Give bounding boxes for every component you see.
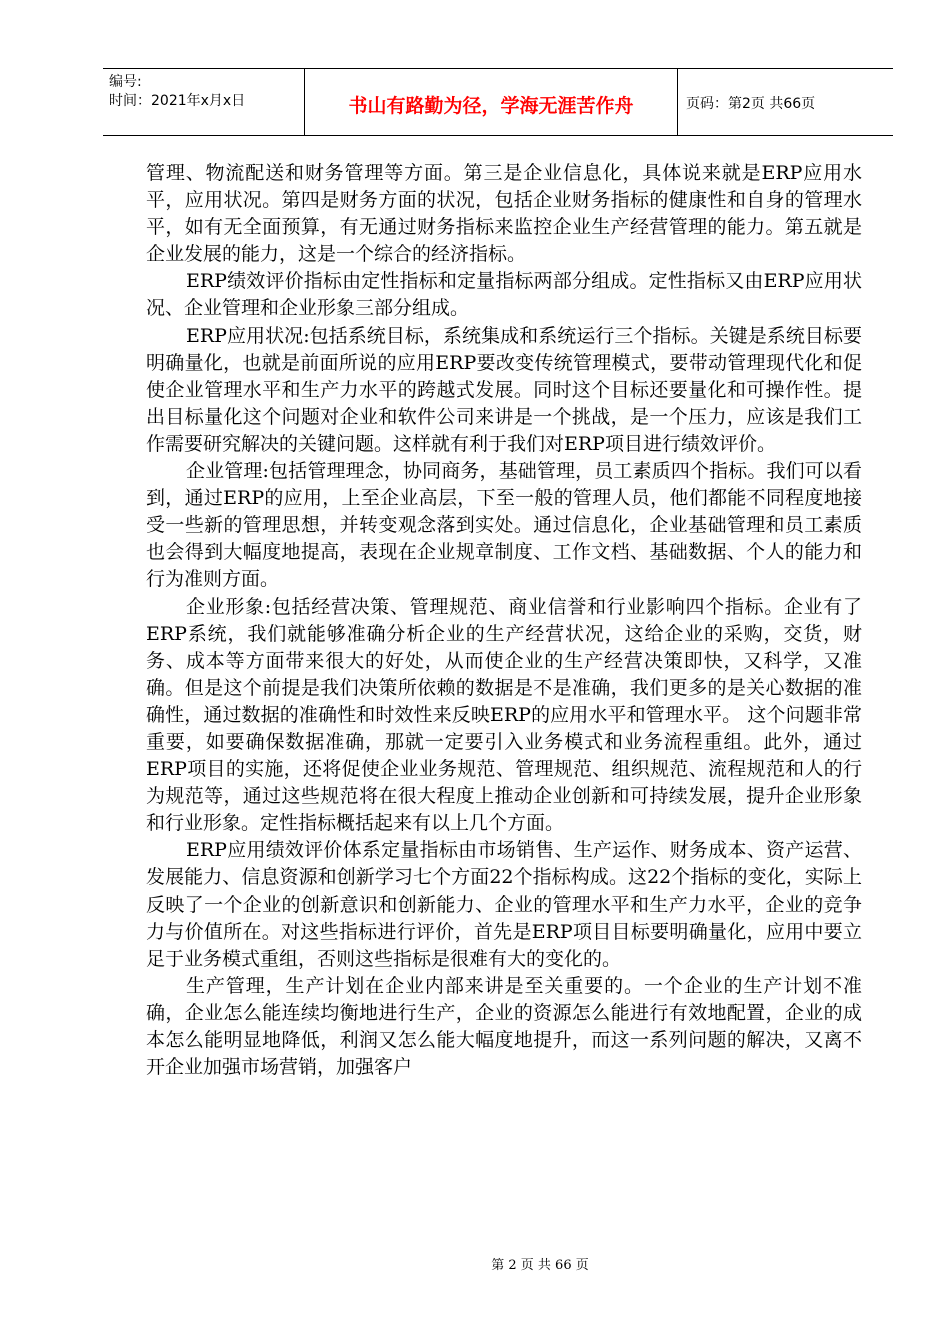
paragraph: 生产管理，生产计划在企业内部来讲是至关重要的。一个企业的生产计划不准确，企业怎么能连续均衡地进行生产，企业的资源怎么能进行有效地配置，企业的成本怎么能明显地降低，利润又怎么能大幅度地提升，而这一系列问题的解决，又离不开企业加强市场营销，加强客户 <box>146 974 862 1079</box>
header-page-info: 页码：第2页 共66页 <box>686 96 816 112</box>
header-motto: 书山有路勤为径，学海无涯苦作舟 <box>305 69 678 135</box>
paragraph: 企业管理:包括管理理念，协同商务，基础管理，员工素质四个指标。我们可以看到，通过ERP的应用，上至企业高层，下至一般的管理人员，他们都能不同程度地接受一些新的管理思想，并转变观念落到实处。通过信息化，企业基础管理和员工素质也会得到大幅度地提高，表现在企业规章制度、工作文档、基础数据、个人的能力和行为准则方面。 <box>146 460 862 591</box>
paragraph: ERP绩效评价指标由定性指标和定量指标两部分组成。定性指标又由ERP应用状况、企业管理和企业形象三部分组成。 <box>146 270 862 320</box>
paragraph: 企业形象:包括经营决策、管理规范、商业信誉和行业影响四个指标。企业有了ERP系统，我们就能够准确分析企业的生产经营状况，这给企业的采购，交货，财务、成本等方面带来很大的好处，从而使企业的生产经营决策即快，又科学，又准确。但是这个前提是我们决策所依赖的数据是不是准确，我们更多的是关心数据的准确性，通过数据的准确性和时效性来反映ERP的应用水平和管理水平。 这个问题非常重要，如要确保数据准确，那就一定要引入业务模式和业务流程重组。此外，通过ERP项目的实施，还将促使企业业务规范、管理规范、组织规范、流程规范和人的行为规范等，通过这些规范将在很大程度上推动企业创新和可持续发展，提升企业形象和行业形象。定性指标概括起来有以上几个方面。 <box>146 595 862 835</box>
paragraph: ERP应用绩效评价体系定量指标由市场销售、生产运作、财务成本、资产运营、发展能力、信息资源和创新学习七个方面22个指标构成。这22个指标的变化，实际上反映了一个企业的创新意识和创新能力、企业的管理水平和生产力水平，企业的竞争力与价值所在。对这些指标进行评价，首先是ERP项目目标要明确量化，应用中要立足于业务模式重组，否则这些指标是很难有大的变化的。 <box>146 839 862 970</box>
document-body <box>146 160 862 1081</box>
header-meta-cell <box>103 69 305 135</box>
page-header <box>103 68 893 136</box>
paragraph: 管理、物流配送和财务管理等方面。第三是企业信息化，具体说来就是ERP应用水平，应用状况。第四是财务方面的状况，包括企业财务指标的健康性和自身的管理水平，如有无全面预算，有无通过财务指标来监控企业生产经营管理的能力。第五就是企业发展的能力，这是一个综合的经济指标。 <box>146 162 862 266</box>
document-number-label: 编号: <box>109 74 142 90</box>
document-time-label: 时间：2021年x月x日 <box>109 93 246 109</box>
page-footer: 第 2 页 共 66 页 <box>491 1258 589 1273</box>
paragraph: ERP应用状况:包括系统目标，系统集成和系统运行三个指标。关键是系统目标要明确量化，也就是前面所说的应用ERP要改变传统管理模式，要带动管理现代化和促使企业管理水平和生产力水平的跨越式发展。同时这个目标还要量化和可操作性。提出目标量化这个问题对企业和软件公司来讲是一个挑战，是一个压力，应该是我们工作需要研究解决的关键问题。这样就有利于我们对ERP项目进行绩效评价。 <box>146 324 862 455</box>
